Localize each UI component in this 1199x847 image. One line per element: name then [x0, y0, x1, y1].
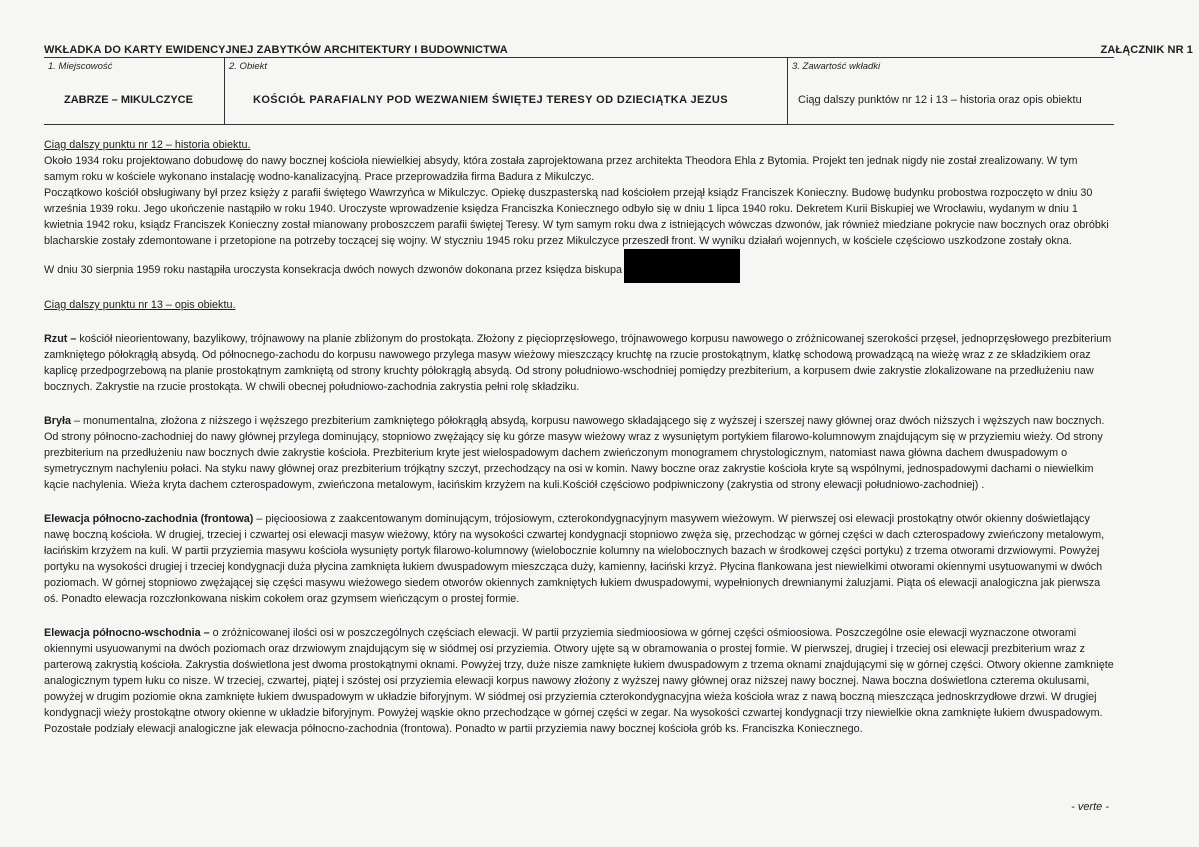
term-elevation-nw: Elewacja północno-zachodnia (frontowa) — [44, 513, 254, 525]
section-12-paragraph: Początkowo kościół obsługiwany był przez księży z parafii świętego Wawrzyńca w Mikulczyc. Opiekę duszpasterską nad kościołem przejął ksiądz Franciszek Konieczny. Budowę budynku probostwa rozpoczęto w dniu 30 września 1939 roku. Jego ukończenie nastąpiło w roku 1940. Uroczyste wprowadzenie księdza Franciszka Koniecznego odbyło się w dniu 1 lipca 1940 roku. Dekretem Kurii Biskupiej we Wrocławiu, wydanym w dniu 1 kwietnia 1942 roku, ksiądz Franciszek Konieczny został mianowany proboszczem parafii świętej Teresy. W tym samym roku dwa z istniejących wówczas dzwonów, jak również miedziane pokrycie naw bocznych oraz obróbki blacharskie zostały zdemontowane i przetopione na potrzeby toczącej się wojny. W styczniu 1945 roku przez Mikulczyce przeszedł front. W wyniku działań wojennych, w kościele częściowo uszkodzone zostały okna. — [44, 187, 1109, 247]
cell-value: KOŚCIÓŁ PARAFIALNY POD WEZWANIEM ŚWIĘTEJ TERESY OD DZIECIĄTKA JEZUS — [253, 94, 728, 106]
cell-value: Ciąg dalszy punktów nr 12 i 13 – historia oraz opis obiektu — [798, 94, 1082, 106]
term-bryla: Bryła — [44, 415, 72, 427]
cell-label: 2. Obiekt — [229, 61, 268, 72]
header-cell-object — [225, 58, 788, 124]
section-13-heading: Ciąg dalszy punktu nr 13 – opis obiektu. — [44, 299, 236, 311]
text-rzut: kościół nieorientowany, bazylikowy, trójnawowy na planie zbliżonym do prostokąta. Złożony z pięcioprzęsłowego, trójnawowego korpusu nawowego o zróżnicowanej szerokości przęseł, jednoprzęsłowego prezbiterium zamkniętego półokrągłą absydą. Od północnego-zachodu do korpusu nawowego przylega masyw wieżowy mieszczący kruchtę na rzucie prostokątnym, klatkę schodową prowadzącą na wieżę wraz z ze składzikiem oraz kaplicę przedpogrzebową na planie prostokątnym zamkniętą od strony kruchty półokrągłą absydą. Od strony południowo-wschodniej pomiędzy prezbiterium, a korpusem dwie zakrystie zlokalizowane na przedłużeniu naw bocznych. Zakrystie na rzucie prostokąta. W chwili obecnej południowo-zachodnia zakrystia pełni rolę składziku. — [44, 333, 1112, 393]
header-cell-location — [44, 58, 225, 124]
paragraph-rzut — [44, 331, 1114, 395]
paragraph-elevation-ne — [44, 625, 1114, 737]
annex-number: ZAŁĄCZNIK NR 1 — [1100, 44, 1193, 56]
form-header — [44, 44, 1193, 56]
cell-value: ZABRZE – MIKULCZYCE — [64, 94, 193, 106]
section-12-paragraph-last — [44, 249, 1114, 283]
form-title: WKŁADKA DO KARTY EWIDENCYJNEJ ZABYTKÓW ARCHITEKTURY I BUDOWNICTWA — [44, 44, 508, 56]
text-bryla: – monumentalna, złożona z niższego i węższego prezbiterium zamkniętego półokrągłą absydą, korpusu nawowego składającego się z wyższej i szerszej nawy głównej oraz dwóch niższych i węższych naw bocznych. Od strony północno-zachodniej do nawy głównej przylega dominujący, stopniowo zwężający się ku górze masyw wieżowy wraz z wysuniętym portykiem filarowo-kolumnowym znajdującym się w przyziemiu wieży. Od strony prezbiterium na przedłużeniu naw bocznych dwie zakrystie kościoła. Prezbiterium kryte jest wielospadowym dachem zwieńczonym monogramem chrystologicznym, natomiast nawa główna dachem dwuspadowym o symetrycznym nachyleniu połaci. Na styku nawy głównej oraz prezbiterium trójkątny szczyt, przechodzący na osi w komin. Nawy boczne oraz zakrystie kościoła kryte są wspólnymi, jednospadowymi dachami o niewielkim kącie nachylenia. Wieża kryta dachem czterospadowym, zwieńczona metalowym, łacińskim krzyżem na kuli.Kościół częściowo podpiwniczony (zakrystia od strony elewacji południowo-zachodniej) . — [44, 415, 1105, 491]
term-rzut: Rzut – — [44, 333, 77, 345]
cell-label: 1. Miejscowość — [48, 61, 113, 72]
paragraph-elevation-nw — [44, 511, 1114, 607]
header-table — [44, 57, 1114, 125]
header-cell-contents — [788, 58, 1114, 124]
term-elevation-ne: Elewacja północno-wschodnia – — [44, 627, 210, 639]
consecration-text: W dniu 30 sierpnia 1959 roku nastąpiła uroczysta konsekracja dwóch nowych dzwonów dokonana przez księdza biskupa — [44, 264, 622, 276]
section-12-paragraph: Około 1934 roku projektowano dobudowę do nawy bocznej kościoła niewielkiej absydy, która została zaprojektowana przez architekta Theodora Ehla z Bytomia. Projekt ten jednak nigdy nie został zrealizowany. W tym samym roku w kościele wykonano instalację wodno-kanalizacyjną. Prace przeprowadziła firma Badura z Mikulczyc. — [44, 155, 1078, 183]
section-12-heading: Ciąg dalszy punktu nr 12 – historia obiektu. — [44, 139, 251, 151]
document-body — [44, 137, 1114, 737]
paragraph-bryla — [44, 413, 1114, 493]
redaction-block — [624, 249, 740, 283]
text-elevation-ne: o zróżnicowanej ilości osi w poszczególnych częściach elewacji. W partii przyziemia siedmioosiowa w górnej części ośmioosiowa. Poszczególne osie elewacji wyznaczone otworami okiennymi usyuowanymi na dwóch poziomach oraz drzwiowym znajdującym się w siódmej osi przyziemia. Otwory ujęte są w obramowania o prostej formie. W pierwszej, drugiej i trzeciej osi elewacji prezbiterium wraz z parterową zakrystią kościoła. Zakrystia doświetlona jest dwoma prostokątnymi oknami. Powyżej trzy, duże nisze zamknięte łukiem dwuspadowym z trzema oknami znajdującymi się w górnej części. Otwory okienne zamknięte analogicznym typem łuku co nisze. W trzeciej, czwartej, piątej i szóstej osi przyziemia elewacji korpus nawowy złożony z wyższej nawy głównej oraz niższej nawy bocznej. Nawa boczna doświetlona czterema okulusami, powyżej w drugim poziomie okna zamknięte łukiem dwuspadowym w układzie biforyjnym. W siódmej osi przyziemia czterokondygnacyjna wieża kościoła wraz z nawą boczną mieszcząca jednoskrzydłowe drzwi. W drugiej kondygnacji wieży prostokątne otwory okienne w układzie biforyjnym. Powyżej wąskie okno przechodzące w górnej części w zegar. Na wysokości czwartej kondygnacji trzy niewielkie okna zamknięte łukiem dwuspadowym. Pozostałe podziały elewacji analogiczne jak elewacja północno-zachodnia (frontowa). Ponadto w partii przyziemia nawy bocznej kościoła grób ks. Franciszka Koniecznego. — [44, 627, 1114, 735]
page-footer-verte: - verte - — [1071, 801, 1109, 813]
text-elevation-nw: – pięcioosiowa z zaakcentowanym dominującym, trójosiowym, czterokondygnacyjnym masywem wieżowym. W pierwszej osi elewacji prostokątny otwór okienny doświetlający nawę boczną kościoła. W drugiej, trzeciej i czwartej osi elewacji masyw wieżowy, który na wysokości czwartej kondygnacji stopniowo zwęża się, przechodząc w górnej części w dach czterospadowy zwieńczony metalowym, łacińskim krzyżem na kuli. W partii przyziemia masywu kościoła wysunięty portyk filarowo-kolumnowy (wielobocznie kolumny na wielobocznych bazach w środkowej części portyku) z trzema otworami drzwiowymi. Powyżej portyku na wysokości drugiej i trzeciej kondygnacji duża płycina zamknięta łukiem dwuspadowym mieszcząca duży, kamienny, łaciński krzyż. Płycina flankowana jest niewielkimi otworami okiennymi usytuowanymi w dwóch poziomach. W górnej stopniowo zwężającej się części masywu wieżowego siedem otworów okiennych zamkniętych łukiem dwuspadowymi, wypełnionych drewnianymi żaluzjami. Piąta oś elewacji analogiczna jak pierwsza oś. Ponadto elewacja rozczłonkowana niskim cokołem oraz gzymsem wieńczącym o prostej formie. — [44, 513, 1105, 605]
cell-label: 3. Zawartość wkładki — [792, 61, 881, 72]
